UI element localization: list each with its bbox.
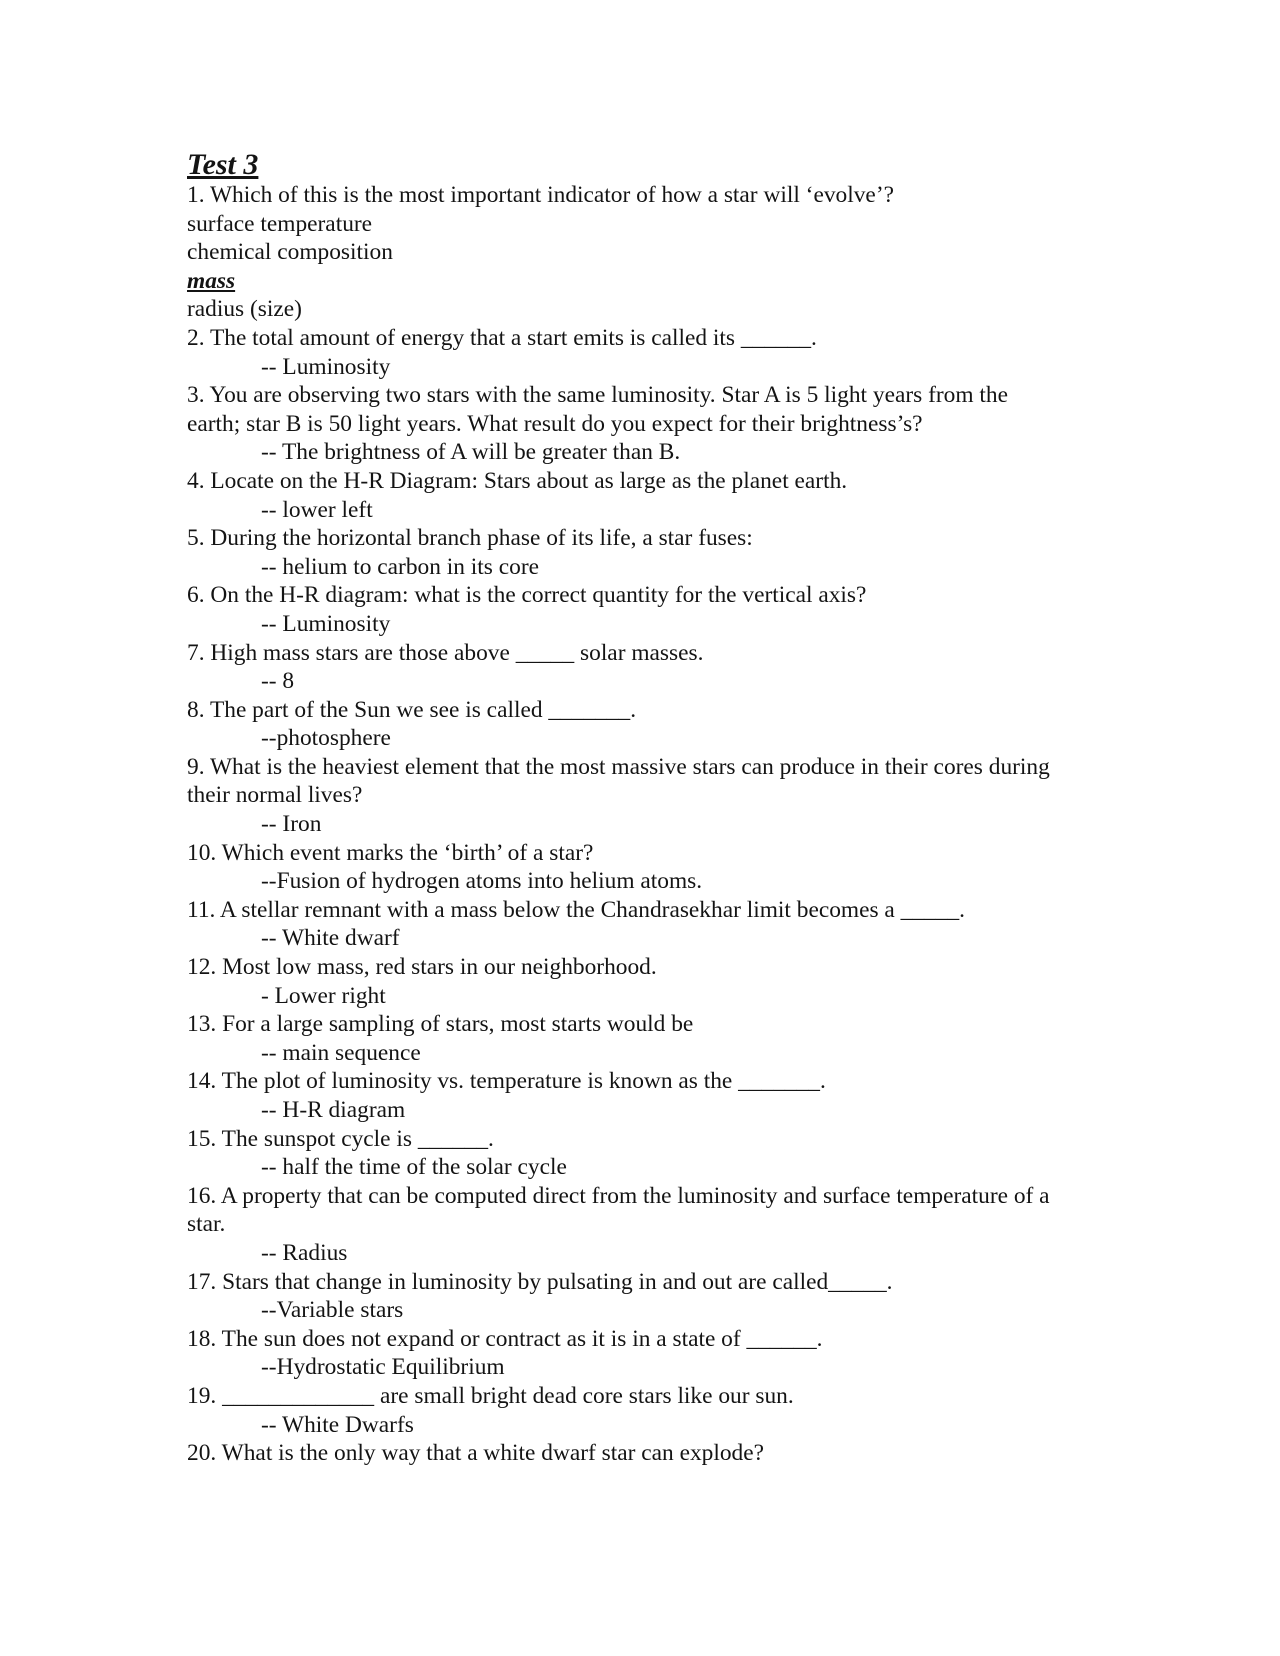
answer-16: -- Radius <box>261 1239 348 1266</box>
question-5: 5. During the horizontal branch phase of its life, a star fuses: <box>187 525 753 552</box>
answer-5: -- helium to carbon in its core <box>261 553 540 580</box>
answer-9: -- Iron <box>261 811 322 838</box>
choice-chemical-composition: chemical composition <box>187 239 393 266</box>
question-13: 13. For a large sampling of stars, most starts would be <box>187 1011 694 1038</box>
question-11: 11. A stellar remnant with a mass below the Chandrasekhar limit becomes a _____. <box>187 896 965 923</box>
answer-17: --Variable stars <box>261 1297 404 1324</box>
question-3: 3. You are observing two stars with the same luminosity. Star A is 5 light years from the earth; star B is 50 light years. What result do you expect for their brightness’s? <box>187 382 1014 437</box>
question-15: 15. The sunspot cycle is ______. <box>187 1125 494 1152</box>
answer-6: -- Luminosity <box>261 610 391 637</box>
answer-12: - Lower right <box>261 982 386 1009</box>
question-18: 18. The sun does not expand or contract as it is in a state of ______. <box>187 1325 823 1352</box>
answer-19: -- White Dwarfs <box>261 1411 414 1438</box>
answer-10: --Fusion of hydrogen atoms into helium atoms. <box>261 868 703 895</box>
answer-11: -- White dwarf <box>261 925 400 952</box>
answer-8: --photosphere <box>261 725 391 752</box>
question-16: 16. A property that can be computed direct from the luminosity and surface temperature of a star. <box>187 1182 1056 1238</box>
question-19: 19. _____________ are small bright dead core stars like our sun. <box>187 1382 794 1409</box>
question-8: 8. The part of the Sun we see is called _______. <box>187 696 637 723</box>
question-7: 7. High mass stars are those above _____ solar masses. <box>187 639 704 666</box>
question-14: 14. The plot of luminosity vs. temperature is known as the _______. <box>187 1068 826 1095</box>
choice-radius: radius (size) <box>187 296 302 323</box>
answer-3: -- The brightness of A will be greater than B. <box>261 439 681 466</box>
question-6: 6. On the H-R diagram: what is the correct quantity for the vertical axis? <box>187 582 867 609</box>
choice-surface-temperature: surface temperature <box>187 210 373 237</box>
document-page <box>187 147 1067 1468</box>
answer-2: -- Luminosity <box>261 353 391 380</box>
question-17: 17. Stars that change in luminosity by pulsating in and out are called_____. <box>187 1268 893 1295</box>
answer-4: -- lower left <box>261 496 373 523</box>
question-1: 1. Which of this is the most important indicator of how a star will ‘evolve’? <box>187 182 894 208</box>
answer-15: -- half the time of the solar cycle <box>261 1154 567 1181</box>
answer-14: -- H-R diagram <box>261 1097 406 1123</box>
choice-mass-correct: mass <box>187 267 236 294</box>
question-2: 2. The total amount of energy that a start emits is called its ______. <box>187 324 817 351</box>
question-9: 9. What is the heaviest element that the most massive stars can produce in their cores during their normal lives? <box>187 753 1056 809</box>
question-4: 4. Locate on the H-R Diagram: Stars about as large as the planet earth. <box>187 467 848 494</box>
answer-13: -- main sequence <box>261 1039 421 1066</box>
page-title: Test 3 <box>187 148 259 181</box>
question-10: 10. Which event marks the ‘birth’ of a star? <box>187 839 594 866</box>
answer-7: -- 8 <box>261 668 295 695</box>
question-12: 12. Most low mass, red stars in our neighborhood. <box>187 954 657 981</box>
question-20: 20. What is the only way that a white dwarf star can explode? <box>187 1440 764 1467</box>
answer-18: --Hydrostatic Equilibrium <box>261 1354 505 1381</box>
